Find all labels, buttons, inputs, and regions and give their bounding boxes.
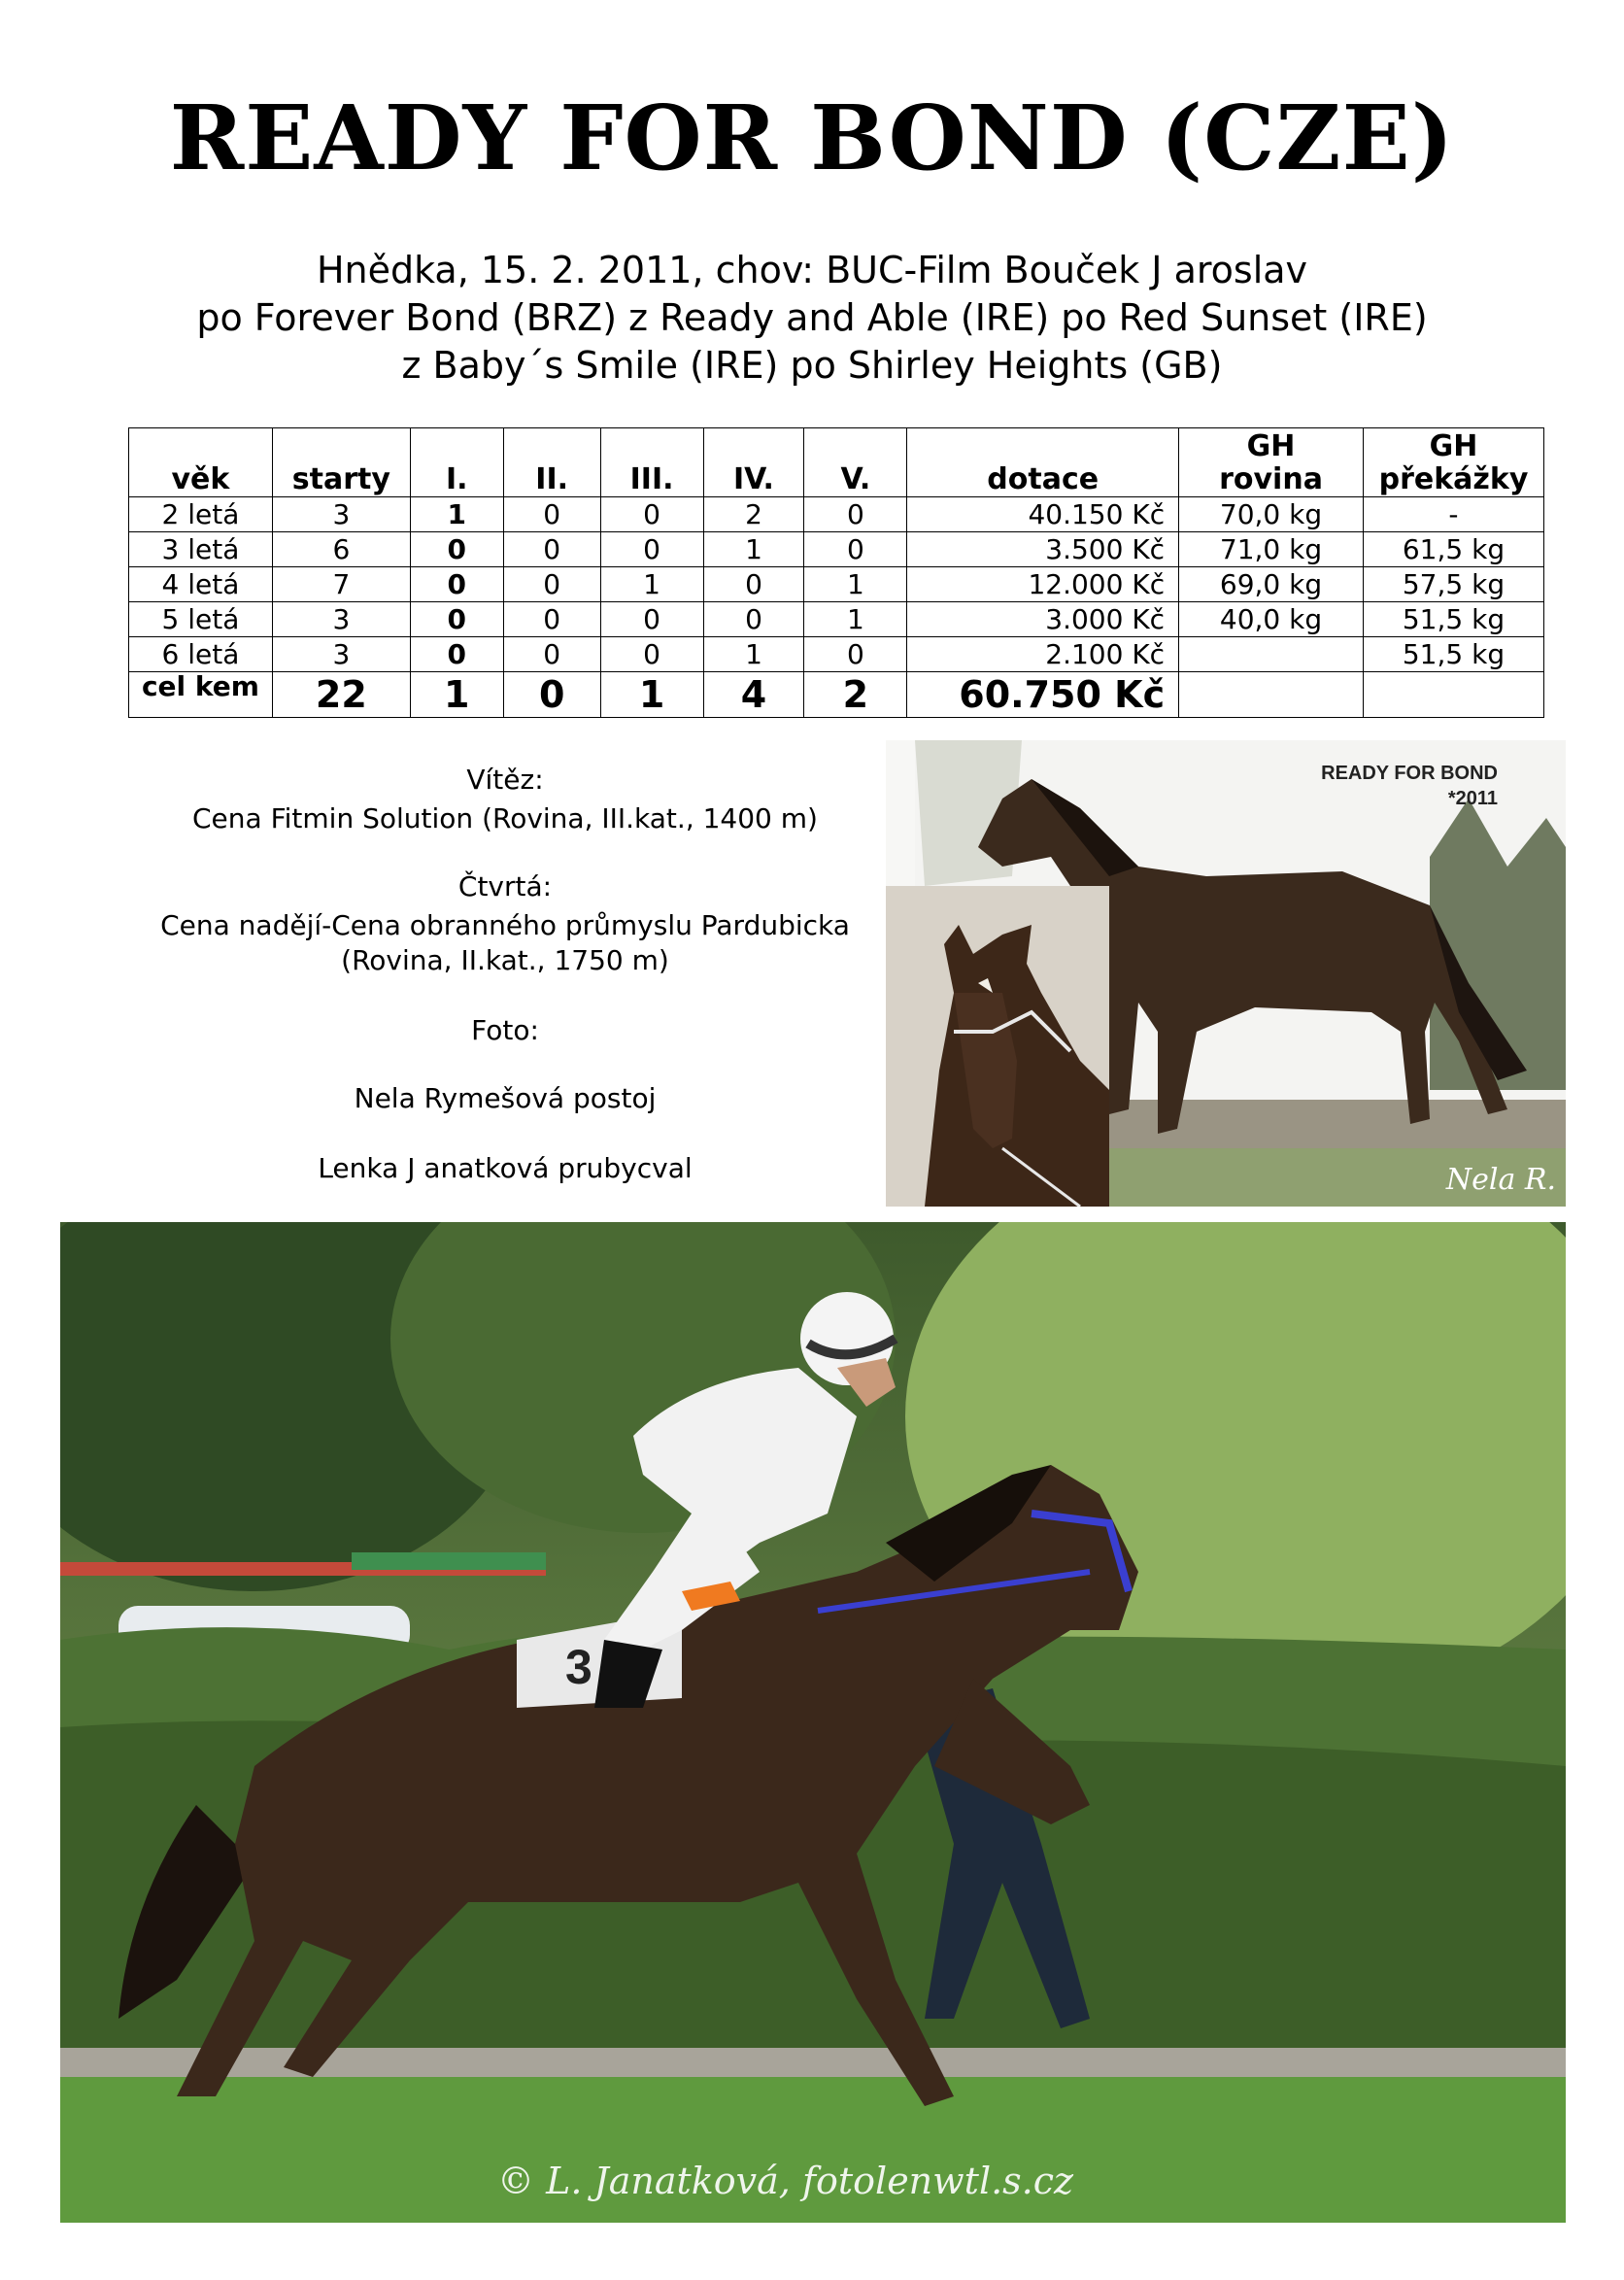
table-total-row (129, 672, 1544, 718)
cell-p1: 0 (410, 602, 503, 637)
cell-dotace: 3.000 Kč (907, 602, 1179, 637)
cell-starty: 3 (272, 602, 410, 637)
cell-p5: 0 (804, 497, 907, 532)
cell-vek: 5 letá (129, 602, 273, 637)
cell-dotace: 40.150 Kč (907, 497, 1179, 532)
page-title: READY FOR BOND (CZE) (169, 85, 1455, 190)
total-p2: 0 (503, 672, 600, 718)
cell-dotace: 3.500 Kč (907, 532, 1179, 567)
cell-dotace: 2.100 Kč (907, 637, 1179, 672)
cell-p2: 0 (503, 637, 600, 672)
cell-prekazky: - (1363, 497, 1543, 532)
total-dotace: 60.750 Kč (907, 672, 1179, 718)
cell-rovina: 40,0 kg (1179, 602, 1364, 637)
photo-caption-2: *2011 (1447, 788, 1498, 809)
cell-vek: 4 letá (129, 567, 273, 602)
header-p4: IV. (703, 428, 804, 497)
total-prekazky (1363, 672, 1543, 718)
photo-caption-1: READY FOR BOND (1321, 763, 1498, 784)
cell-p5: 0 (804, 637, 907, 672)
header-gh-prekazky: GH překážky (1363, 428, 1543, 497)
cell-p2: 0 (503, 602, 600, 637)
header-p5: V. (804, 428, 907, 497)
subtitle-line-3: z Baby´s Smile (IRE) po Shirley Heights (GB) (401, 344, 1223, 387)
cell-p4: 0 (703, 567, 804, 602)
cell-p3: 0 (600, 532, 703, 567)
header-p1: I. (410, 428, 503, 497)
cell-prekazky: 51,5 kg (1363, 637, 1543, 672)
winner-heading: Vítěz: (466, 764, 544, 796)
cell-rovina: 70,0 kg (1179, 497, 1364, 532)
race-photo (60, 1222, 1566, 2223)
cell-vek: 2 letá (129, 497, 273, 532)
cell-p2: 0 (503, 532, 600, 567)
header-vek: věk (129, 428, 273, 497)
cell-starty: 7 (272, 567, 410, 602)
table-row (129, 532, 1544, 567)
table-row (129, 567, 1544, 602)
cell-p3: 0 (600, 497, 703, 532)
horse-portrait-photo (886, 740, 1566, 1207)
saddle-number: 3 (565, 1640, 592, 1694)
header-p2: II. (503, 428, 600, 497)
header-gh-rovina: GH rovina (1179, 428, 1364, 497)
table-row (129, 637, 1544, 672)
total-p1: 1 (410, 672, 503, 718)
cell-prekazky: 57,5 kg (1363, 567, 1543, 602)
table-row (129, 602, 1544, 637)
fourth-race-2: (Rovina, II.kat., 1750 m) (341, 944, 669, 976)
total-rovina (1179, 672, 1364, 718)
photo-credit-1: Nela Rymešová postoj (354, 1082, 657, 1114)
cell-starty: 3 (272, 497, 410, 532)
subtitle-line-2: po Forever Bond (BRZ) z Ready and Able (IRE) po Red Sunset (IRE) (196, 296, 1428, 339)
header-dotace: dotace (907, 428, 1179, 497)
subtitle-line-1: Hnědka, 15. 2. 2011, chov: BUC-Film Bouček J aroslav (316, 249, 1308, 291)
winner-race: Cena Fitmin Solution (Rovina, III.kat., 1400 m) (192, 802, 818, 834)
cell-starty: 6 (272, 532, 410, 567)
cell-rovina: 69,0 kg (1179, 567, 1364, 602)
header-p3: III. (600, 428, 703, 497)
photo-watermark: © L. Janatková, fotolenwtl.s.cz (497, 2160, 1074, 2202)
header-starty: starty (272, 428, 410, 497)
total-label: cel kem (129, 672, 273, 718)
cell-dotace: 12.000 Kč (907, 567, 1179, 602)
cell-p4: 2 (703, 497, 804, 532)
cell-p5: 1 (804, 602, 907, 637)
cell-p1: 0 (410, 567, 503, 602)
fourth-race-1: Cena nadějí-Cena obranného průmyslu Pardubicka (160, 909, 850, 941)
total-starty: 22 (272, 672, 410, 718)
cell-p1: 0 (410, 532, 503, 567)
cell-vek: 6 letá (129, 637, 273, 672)
cell-p4: 1 (703, 532, 804, 567)
fourth-heading: Čtvrtá: (457, 870, 553, 902)
cell-p4: 1 (703, 637, 804, 672)
photo-label: Foto: (471, 1014, 539, 1046)
cell-p3: 0 (600, 602, 703, 637)
cell-rovina: 71,0 kg (1179, 532, 1364, 567)
cell-p4: 0 (703, 602, 804, 637)
photo-signature: Nela R. (1445, 1163, 1556, 1197)
cell-p1: 1 (410, 497, 503, 532)
cell-p5: 0 (804, 532, 907, 567)
cell-p3: 1 (600, 567, 703, 602)
cell-p3: 0 (600, 637, 703, 672)
table-row (129, 497, 1544, 532)
cell-p2: 0 (503, 497, 600, 532)
cell-starty: 3 (272, 637, 410, 672)
cell-p5: 1 (804, 567, 907, 602)
photo-credit-2: Lenka J anatková prubycval (318, 1152, 693, 1184)
cell-p2: 0 (503, 567, 600, 602)
cell-prekazky: 51,5 kg (1363, 602, 1543, 637)
table-header-row (129, 428, 1544, 497)
total-p5: 2 (804, 672, 907, 718)
cell-rovina (1179, 637, 1364, 672)
total-p4: 4 (703, 672, 804, 718)
total-p3: 1 (600, 672, 703, 718)
cell-vek: 3 letá (129, 532, 273, 567)
cell-p1: 0 (410, 637, 503, 672)
race-stats-table (128, 427, 1544, 718)
cell-prekazky: 61,5 kg (1363, 532, 1543, 567)
